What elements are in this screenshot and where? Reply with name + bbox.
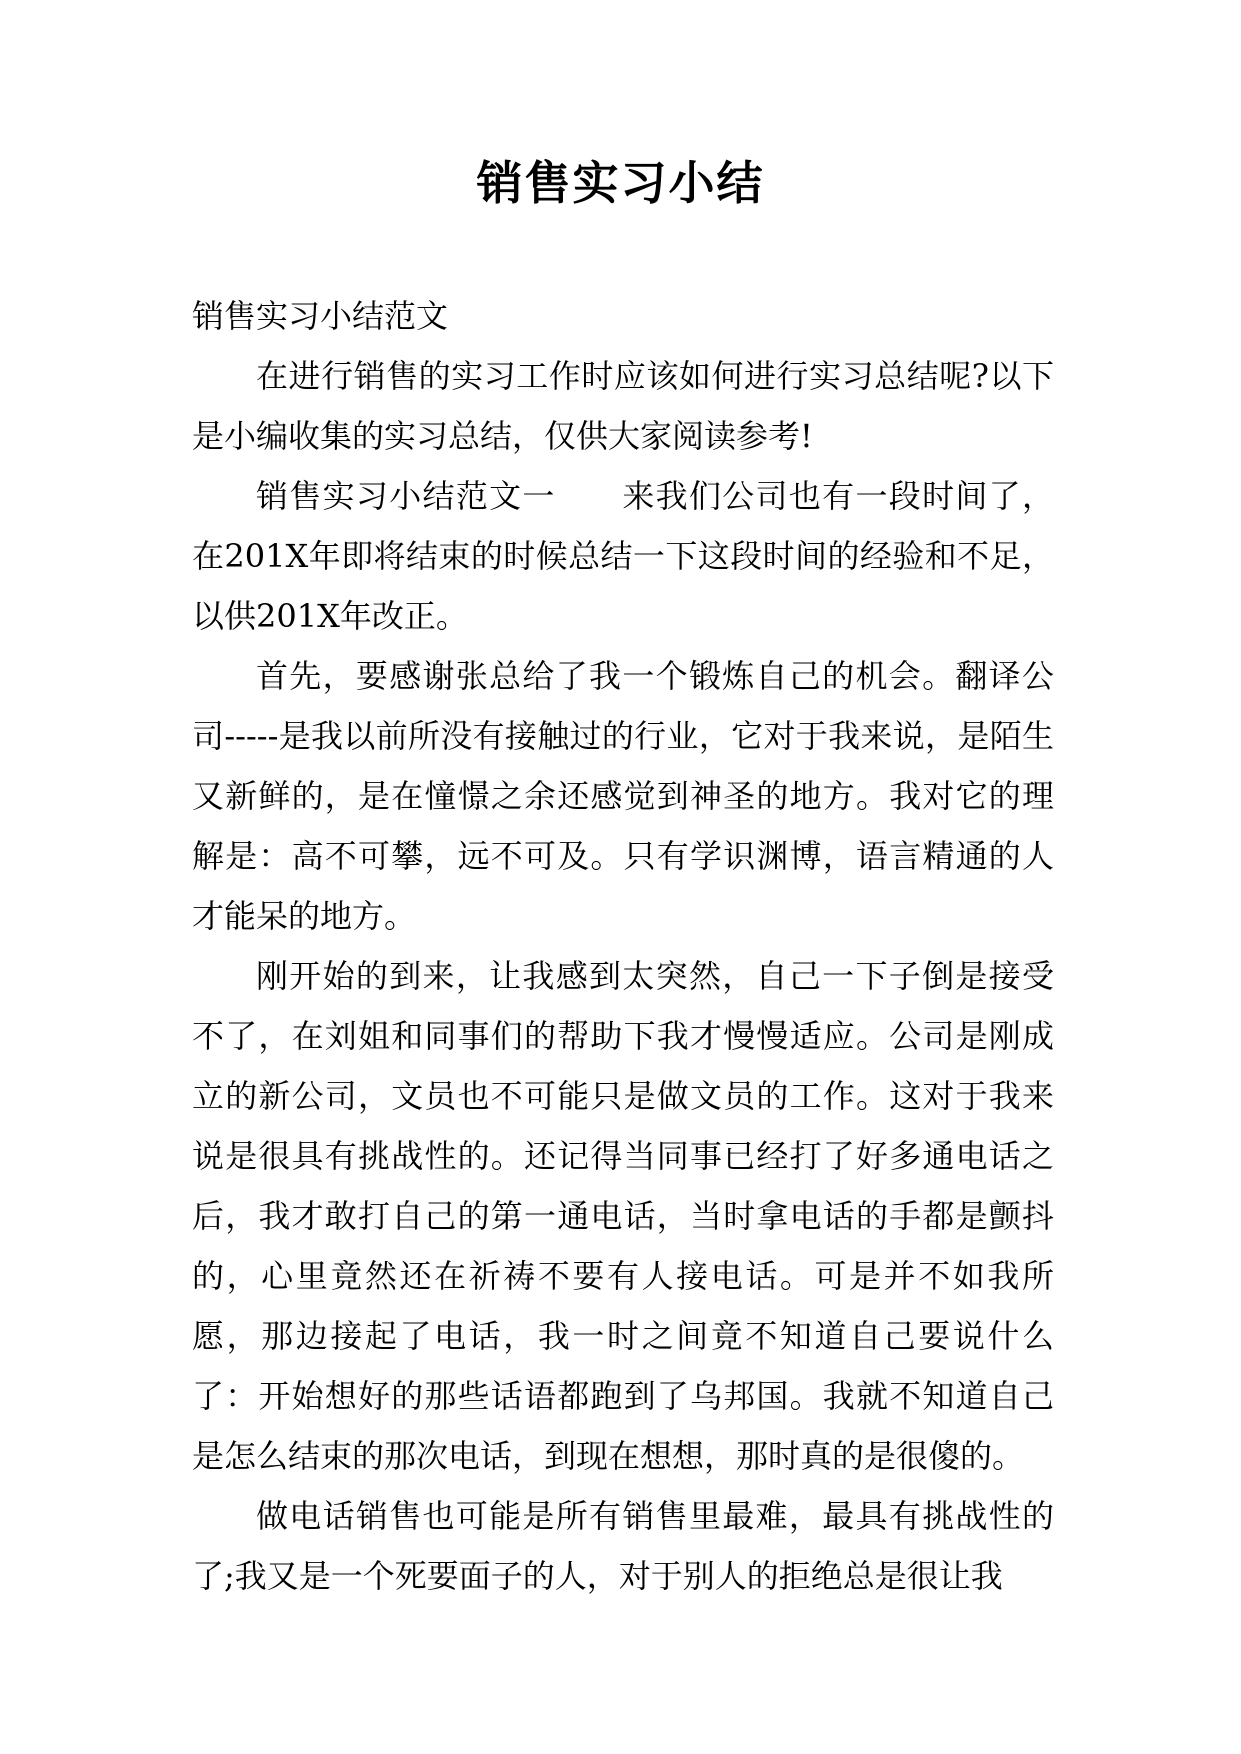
- document-body: [192, 286, 1054, 1606]
- document-subtitle: 销售实习小结范文: [192, 297, 449, 335]
- paragraph-intro: 在进行销售的实习工作时应该如何进行实习总结呢?以下是小编收集的实习总结，仅供大家阅读参考!: [192, 357, 1054, 455]
- paragraph-thanks: 首先，要感谢张总给了我一个锻炼自己的机会。翻译公司-----是我以前所没有接触过的行业，它对于我来说，是陌生又新鲜的，是在憧憬之余还感觉到神圣的地方。我对它的理解是：高不可攀，远不可及。只有学识渊博，语言精通的人才能呆的地方。: [192, 657, 1054, 935]
- document-title: 销售实习小结: [476, 156, 765, 210]
- paragraph-sample-one: 销售实习小结范文一 来我们公司也有一段时间了，在201X年即将结束的时候总结一下这段时间的经验和不足，以供201X年改正。: [192, 477, 1054, 635]
- paragraph-phone-sales: 做电话销售也可能是所有销售里最难，最具有挑战性的了;我又是一个死要面子的人，对于别人的拒绝总是很让我: [192, 1497, 1054, 1595]
- paragraph-beginning: 刚开始的到来，让我感到太突然，自己一下子倒是接受不了，在刘姐和同事们的帮助下我才慢慢适应。公司是刚成立的新公司，文员也不可能只是做文员的工作。这对于我来说是很具有挑战性的。还记得当同事已经打了好多通电话之后，我才敢打自己的第一通电话，当时拿电话的手都是颤抖的，心里竟然还在祈祷不要有人接电话。可是并不如我所愿，那边接起了电话，我一时之间竟不知道自己要说什么了：开始想好的那些话语都跑到了乌邦国。我就不知道自己是怎么结束的那次电话，到现在想想，那时真的是很傻的。: [192, 957, 1054, 1475]
